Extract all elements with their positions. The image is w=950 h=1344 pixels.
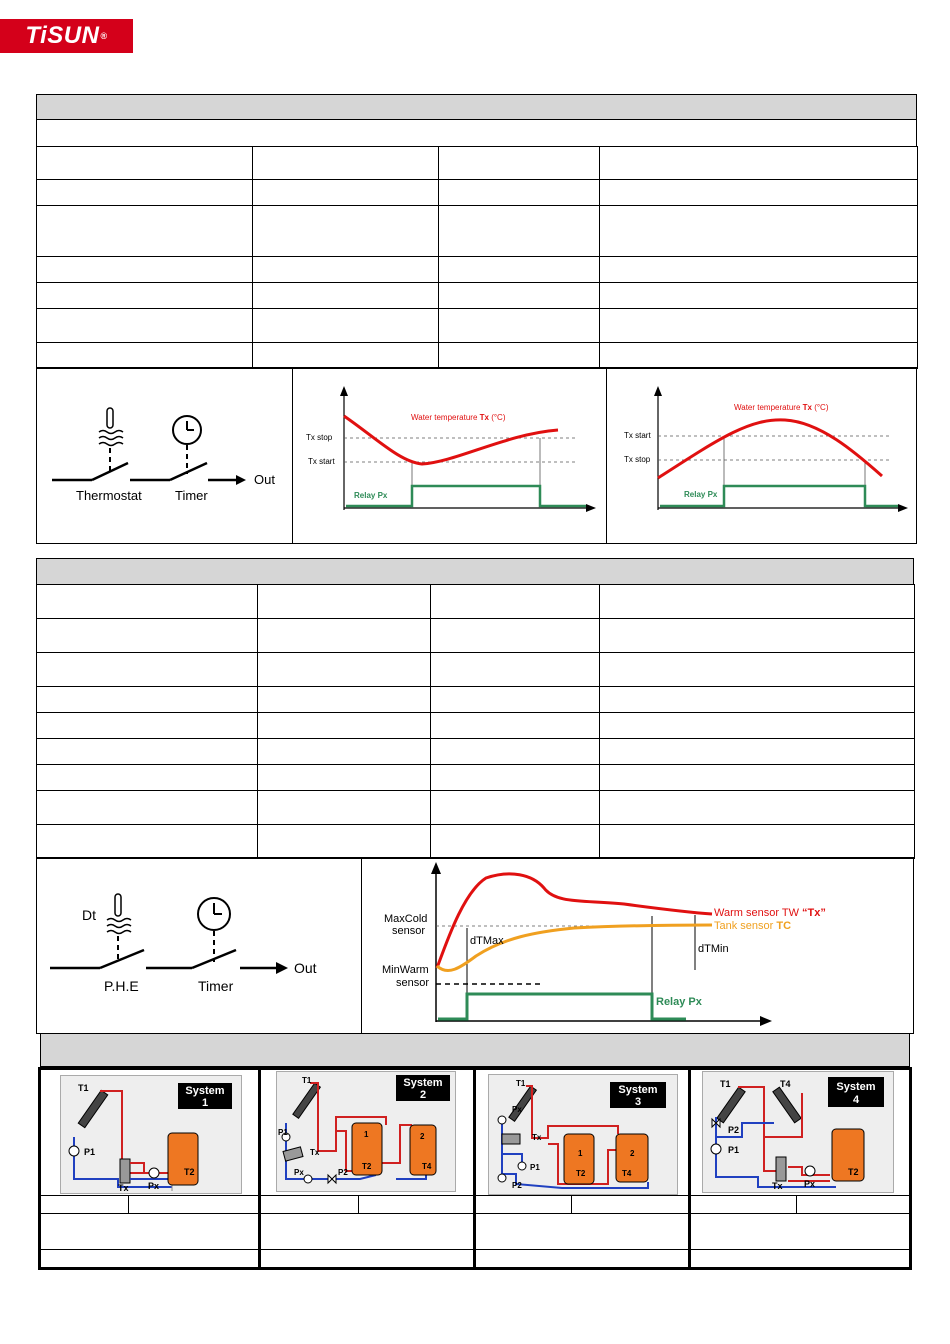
divider <box>358 1195 359 1213</box>
tick-label-lower: Tx stop <box>624 455 651 464</box>
warm-sensor-label: Warm sensor TW “Tx” <box>714 907 826 919</box>
pump-label-px: Px <box>804 1179 816 1189</box>
thermostat-label: Thermostat <box>76 488 142 503</box>
table-row <box>37 765 915 791</box>
pump-icon <box>69 1146 79 1156</box>
section1-subheader-row <box>36 119 917 147</box>
divider <box>796 1195 797 1213</box>
system-badge-line2: 1 <box>201 1097 209 1109</box>
pump-label-p2: P2 <box>338 1168 348 1177</box>
section1-header-bar <box>36 94 917 120</box>
sensor-label-t1: T1 <box>720 1079 731 1089</box>
system-4-schematic <box>702 1071 894 1193</box>
sensor-label-t2: T2 <box>362 1162 372 1171</box>
heat-exchanger-icon <box>120 1159 130 1183</box>
pump-label-p1: P1 <box>728 1145 740 1155</box>
dtmin-label: dTMin <box>698 943 729 955</box>
section2-header-bar <box>36 558 914 585</box>
brand-logo <box>0 19 133 53</box>
pump-label-px: Px <box>512 1105 522 1114</box>
system-badge-line2: 4 <box>852 1094 860 1106</box>
heat-exchanger-icon <box>502 1134 520 1144</box>
table-row <box>37 309 918 343</box>
tick-label-upper: Tx stop <box>306 433 333 442</box>
phe-timer-diagram <box>40 860 358 1030</box>
relay-px-label: Relay Px <box>354 491 388 500</box>
sensor-label-tx: Tx <box>532 1133 542 1142</box>
table-row <box>37 147 918 180</box>
clock-icon <box>173 416 201 444</box>
timer-label: Timer <box>198 978 234 994</box>
pump-label-px: Px <box>294 1168 304 1177</box>
table-row <box>37 687 915 713</box>
relay-px-label: Relay Px <box>684 490 718 499</box>
sensor-label-t1: T1 <box>78 1083 89 1093</box>
table-row <box>37 825 915 859</box>
sensor-label-t1: T1 <box>516 1079 526 1088</box>
timer-label: Timer <box>175 488 208 503</box>
pump-icon <box>498 1174 506 1182</box>
relay-px-label: Relay Px <box>656 996 702 1008</box>
thermometer-icon <box>107 894 131 934</box>
tank-sensor-label: Tank sensor TC <box>714 920 792 932</box>
registered-mark: ® <box>100 31 108 41</box>
sensor-label-t2: T2 <box>848 1167 859 1177</box>
tank-label-1: 1 <box>364 1130 369 1139</box>
divider <box>40 1249 910 1250</box>
sensor-label-tx: Tx <box>772 1181 783 1191</box>
table-row <box>37 653 915 687</box>
system-badge-line1: System <box>185 1085 225 1097</box>
pump-icon <box>518 1162 526 1170</box>
pump-label-p2: P2 <box>728 1125 740 1135</box>
sensor-label-tx: Tx <box>310 1148 320 1157</box>
table-row <box>37 791 915 825</box>
table-row <box>37 257 918 283</box>
maxcold-label-line2: sensor <box>392 925 426 937</box>
section3-header-bar <box>40 1033 910 1067</box>
system-3-schematic <box>488 1074 678 1195</box>
dt-label: Dt <box>82 907 96 923</box>
table-row <box>37 739 915 765</box>
pump-label-p1: P1 <box>278 1128 288 1137</box>
system-badge-line2: 2 <box>419 1089 427 1101</box>
tick-label-upper: Tx start <box>624 431 651 440</box>
pump-label-p1: P1 <box>530 1163 540 1172</box>
pump-icon <box>304 1175 312 1183</box>
divider <box>128 1195 129 1213</box>
table-row <box>37 585 915 619</box>
tank-icon <box>168 1133 198 1185</box>
divider <box>258 1067 261 1270</box>
sensor-label-t4: T4 <box>422 1162 432 1171</box>
table-row <box>37 180 918 206</box>
table-row <box>37 206 918 257</box>
out-label: Out <box>294 960 317 976</box>
tank-label-1: 1 <box>578 1149 583 1158</box>
divider <box>473 1067 476 1270</box>
table-row <box>37 713 915 739</box>
solar-collector-icon <box>293 1083 321 1118</box>
minwarm-label-line2: sensor <box>396 977 430 989</box>
table-row <box>37 343 918 369</box>
divider <box>361 857 362 1034</box>
logo-text: TiSUN <box>25 22 100 49</box>
heat-exchanger-icon <box>776 1157 786 1181</box>
system-badge-line1: System <box>836 1081 876 1093</box>
tank-icon <box>616 1134 648 1182</box>
sensor-label-tx: Tx <box>118 1183 129 1193</box>
thermostat-chart-a <box>296 370 602 540</box>
system-badge-line2: 3 <box>634 1096 642 1108</box>
sensor-label-t4: T4 <box>622 1169 632 1178</box>
pump-label-p1: P1 <box>84 1147 96 1157</box>
divider <box>571 1195 572 1213</box>
thermometer-icon <box>99 408 123 446</box>
system-2-schematic <box>276 1071 456 1192</box>
sensor-label-t1: T1 <box>302 1076 312 1085</box>
pump-icon <box>805 1166 815 1176</box>
solar-collector-icon <box>717 1087 745 1123</box>
maxcold-label-line1: MaxCold <box>384 913 428 925</box>
solar-collector-icon <box>78 1090 107 1127</box>
tick-label-lower: Tx start <box>308 457 335 466</box>
minwarm-label-line1: MinWarm <box>382 964 429 976</box>
sensor-label-t2: T2 <box>576 1169 586 1178</box>
divider <box>688 1067 691 1270</box>
section1-parameter-table <box>36 146 918 369</box>
pump-icon <box>711 1144 721 1154</box>
water-temperature-label: Water temperature Tx (°C) <box>411 413 506 422</box>
differential-chart <box>364 860 910 1032</box>
thermostat-timer-diagram <box>40 370 290 540</box>
out-label: Out <box>254 472 275 487</box>
divider <box>40 1195 910 1196</box>
sensor-label-t4: T4 <box>780 1079 791 1089</box>
pump-label-px: Px <box>148 1181 160 1191</box>
table-row <box>37 283 918 309</box>
dtmax-label: dTMax <box>470 935 504 947</box>
system-badge-line1: System <box>403 1077 443 1089</box>
tank-label-2: 2 <box>420 1132 425 1141</box>
tank-label-2: 2 <box>630 1149 635 1158</box>
water-temperature-label: Water temperature Tx (°C) <box>734 403 829 412</box>
table-row <box>37 619 915 653</box>
solar-collector-icon <box>773 1087 801 1123</box>
pump-label-p2: P2 <box>512 1181 522 1190</box>
system-badge-line1: System <box>618 1084 658 1096</box>
section2-parameter-table <box>36 584 915 859</box>
pump-icon <box>498 1116 506 1124</box>
phe-label: P.H.E <box>104 978 139 994</box>
pump-icon <box>149 1168 159 1178</box>
divider <box>40 1213 910 1214</box>
divider <box>292 367 293 544</box>
system-1-schematic <box>60 1075 242 1194</box>
thermostat-chart-b <box>610 370 914 540</box>
clock-icon <box>198 898 230 930</box>
valve-icon <box>328 1175 336 1183</box>
divider <box>606 367 607 544</box>
sensor-label-t2: T2 <box>184 1167 195 1177</box>
